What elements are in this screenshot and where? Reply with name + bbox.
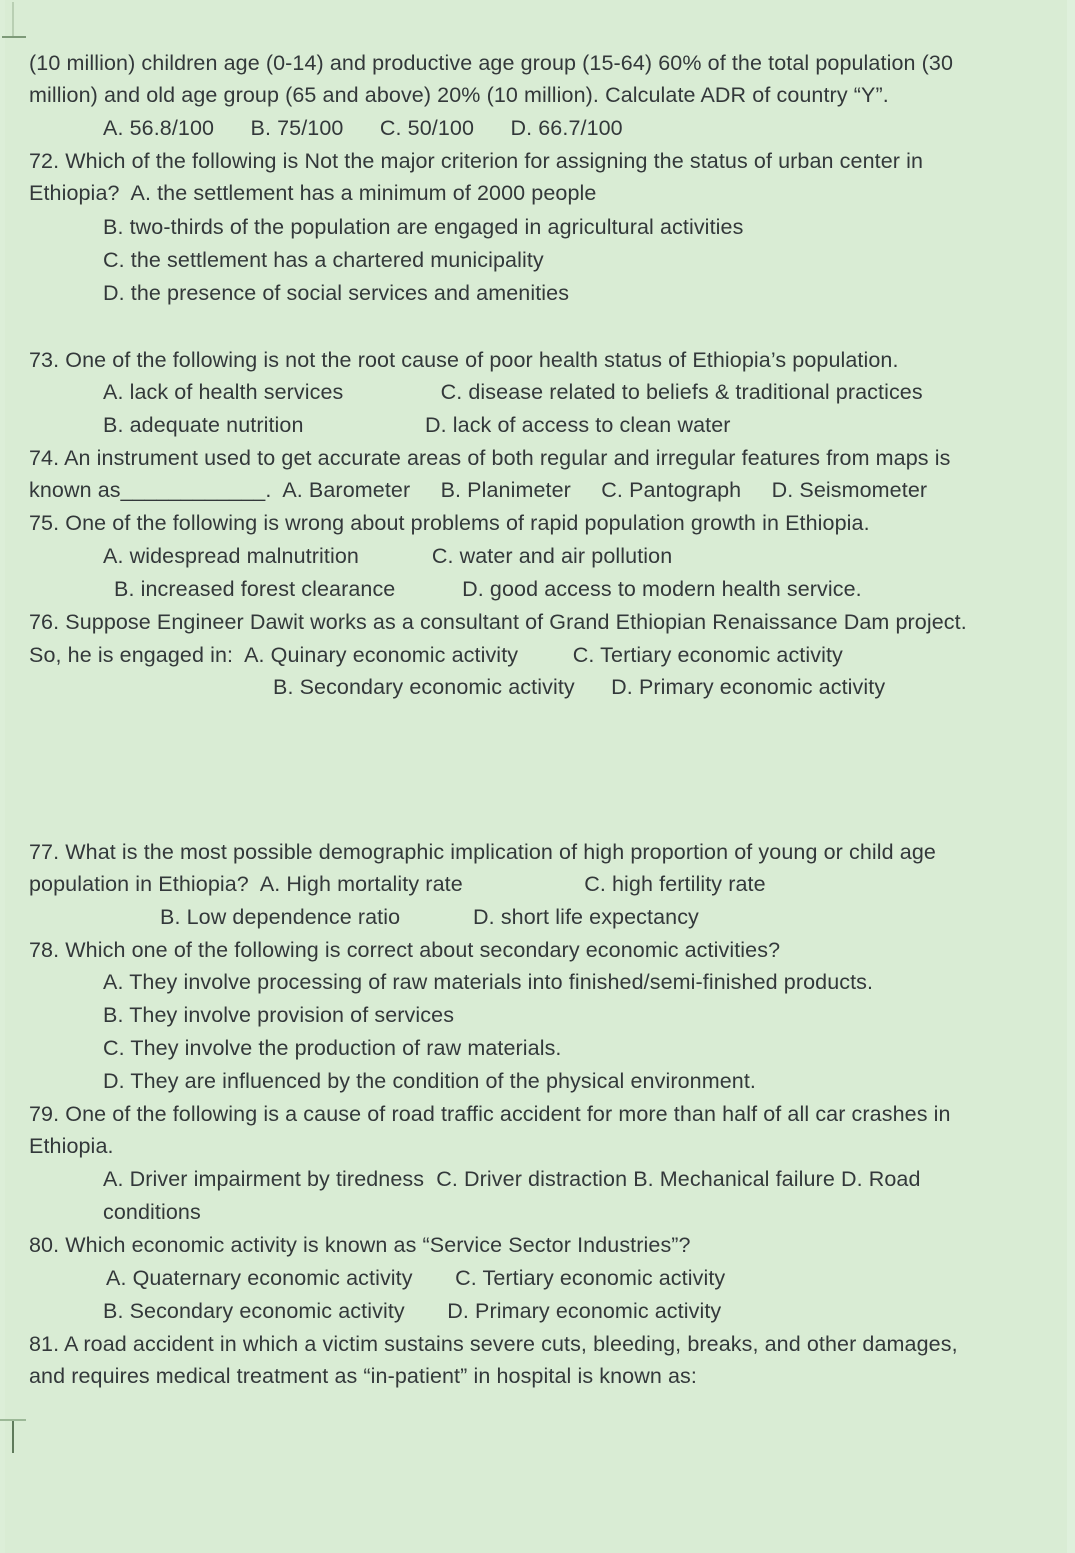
text-line-q77_stem_1: 77. What is the most possible demographic implication of high proportion of young or child age — [29, 840, 936, 864]
text-line-q72_optC: C. the settlement has a chartered municipality — [103, 248, 544, 272]
text-line-q75_stem: 75. One of the following is wrong about problems of rapid population growth in Ethiopia. — [29, 511, 870, 535]
text-line-q78_optA: A. They involve processing of raw materials into finished/semi-finished products. — [103, 970, 874, 994]
text-line-q74_stem_1: 74. An instrument used to get accurate areas of both regular and irregular features from maps is — [29, 446, 951, 470]
text-line-q73_optAC: A. lack of health services C. disease related to beliefs & traditional practices — [103, 380, 923, 404]
text-line-q78_stem: 78. Which one of the following is correct about secondary economic activities? — [29, 938, 781, 962]
text-line-q76_stem_1: 76. Suppose Engineer Dawit works as a consultant of Grand Ethiopian Renaissance Dam project. — [29, 610, 967, 634]
text-line-q78_optC: C. They involve the production of raw materials. — [103, 1036, 562, 1060]
page-left-edge-strip — [0, 0, 5, 1553]
text-line-q79_opts_1: A. Driver impairment by tiredness C. Driver distraction B. Mechanical failure D. Road — [103, 1167, 921, 1191]
text-line-q75_optAC: A. widespread malnutrition C. water and air pollution — [103, 544, 673, 568]
crop-corner-mark-bottom-left — [12, 1419, 40, 1453]
text-line-q72_stem_2: Ethiopia? A. the settlement has a minimum of 2000 people — [29, 181, 597, 205]
text-line-q74_stem_2: known as____________. A. Barometer B. Planimeter C. Pantograph D. Seismometer — [29, 478, 928, 502]
text-line-q73_optBD: B. adequate nutrition D. lack of access to clean water — [103, 413, 731, 437]
text-line-q81_stem_1: 81. A road accident in which a victim sustains severe cuts, bleeding, breaks, and other damages, — [29, 1332, 958, 1356]
text-line-q80_optBD: B. Secondary economic activity D. Primary economic activity — [103, 1299, 722, 1323]
text-line-q79_opts_2: conditions — [103, 1200, 201, 1224]
text-line-q81_stem_2: and requires medical treatment as “in-patient” in hospital is known as: — [29, 1364, 697, 1388]
page-right-edge-strip — [1067, 0, 1075, 1553]
text-line-q79_stem_2: Ethiopia. — [29, 1134, 114, 1158]
text-line-q71_cont_1: (10 million) children age (0-14) and productive age group (15-64) 60% of the total population (30 — [29, 51, 954, 75]
text-line-q76_optBD: B. Secondary economic activity D. Primary economic activity — [273, 675, 886, 699]
text-line-q80_stem: 80. Which economic activity is known as “Service Sector Industries”? — [29, 1233, 691, 1257]
text-line-q72_optD: D. the presence of social services and amenities — [103, 281, 570, 305]
text-line-q79_stem_1: 79. One of the following is a cause of road traffic accident for more than half of all car crashes in — [29, 1102, 951, 1126]
text-line-q77_optBD: B. Low dependence ratio D. short life expectancy — [160, 905, 699, 929]
text-line-q76_stem_2: So, he is engaged in: A. Quinary economic activity C. Tertiary economic activity — [29, 643, 843, 667]
text-line-q72_optB: B. two-thirds of the population are engaged in agricultural activities — [103, 215, 744, 239]
crop-corner-mark-top-left — [12, 2, 40, 38]
text-line-q71_options: A. 56.8/100 B. 75/100 C. 50/100 D. 66.7/100 — [103, 116, 623, 140]
text-line-q72_stem_1: 72. Which of the following is Not the major criterion for assigning the status of urban center in — [29, 149, 924, 173]
text-line-q80_optAC: A. Quaternary economic activity C. Tertiary economic activity — [106, 1266, 726, 1290]
text-line-q77_stem_2: population in Ethiopia? A. High mortality rate C. high fertility rate — [29, 872, 766, 896]
text-line-q73_stem: 73. One of the following is not the root cause of poor health status of Ethiopia’s population. — [29, 348, 899, 372]
text-line-q78_optB: B. They involve provision of services — [103, 1003, 455, 1027]
text-line-q75_optBD: B. increased forest clearance D. good access to modern health service. — [114, 577, 862, 601]
text-line-q71_cont_2: million) and old age group (65 and above) 20% (10 million). Calculate ADR of country “Y”. — [29, 83, 889, 107]
text-line-q78_optD: D. They are influenced by the condition of the physical environment. — [103, 1069, 756, 1093]
